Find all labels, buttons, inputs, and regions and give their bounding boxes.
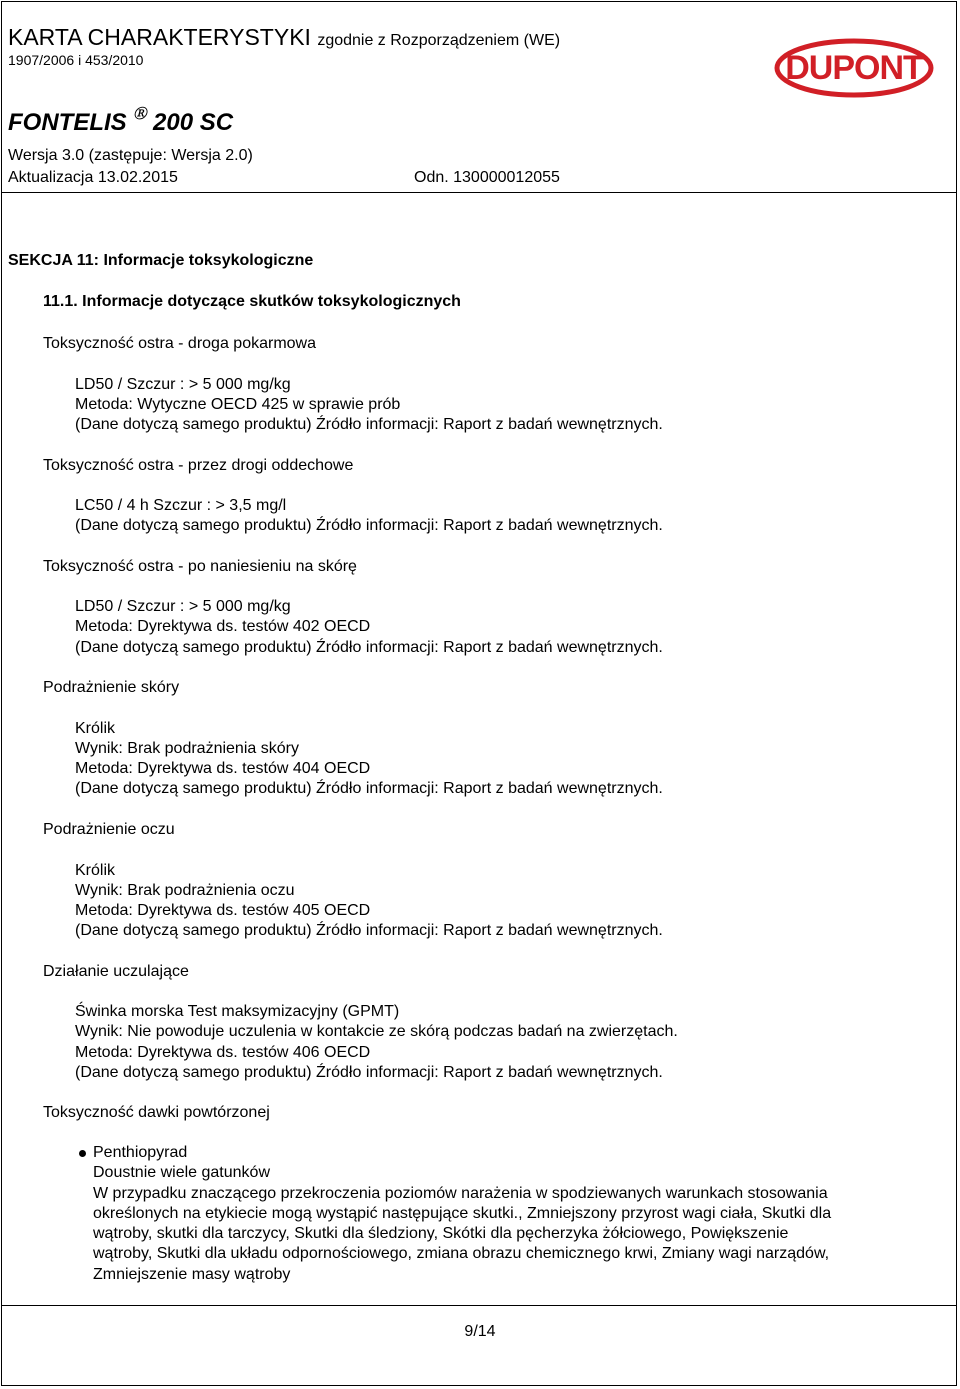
- sensitization-result: Wynik: Nie powoduje uczulenia w kontakcie ze skórą podczas badań na zwierzętach.: [75, 1023, 678, 1040]
- document-title: KARTA CHARAKTERYSTYKI zgodnie z Rozporządzeniem (WE): [8, 24, 561, 50]
- skin-species: Królik: [75, 720, 116, 737]
- svg-text:DUPONT: DUPONT: [785, 49, 923, 87]
- effects-line-2: określonych na etykiecie mogą wystąpić następujące skutki., Zmniejszony przyrost wagi ciała, Skutki dla: [93, 1204, 832, 1222]
- eye-method: Metoda: Dyrektywa ds. testów 405 OECD: [75, 902, 371, 919]
- oral-source: (Dane dotyczą samego produktu) Źródło informacji: Raport z badań wewnętrznych.: [75, 416, 663, 433]
- dermal-source: (Dane dotyczą samego produktu) Źródło informacji: Raport z badań wewnętrznych.: [75, 639, 663, 656]
- skin-method: Metoda: Dyrektywa ds. testów 404 OECD: [75, 760, 371, 777]
- sensitization-method: Metoda: Dyrektywa ds. testów 406 OECD: [75, 1044, 371, 1061]
- header-divider: [1, 192, 957, 193]
- repeated-dose-details: [93, 1143, 913, 1285]
- eye-irritation-label: Podrażnienie oczu: [43, 821, 175, 838]
- oral-method: Metoda: Wytyczne OECD 425 w sprawie prób: [75, 396, 401, 413]
- version-info: Wersja 3.0 (zastępuje: Wersja 2.0): [8, 147, 253, 164]
- effects-line-1: W przypadku znaczącego przekroczenia poziomów narażenia w spodziewanych warunkach stosowania: [93, 1184, 828, 1202]
- reference-number: Odn. 130000012055: [414, 169, 560, 186]
- repeated-dose-label: Toksyczność dawki powtórzonej: [43, 1104, 270, 1121]
- effects-line-3: wątroby, skutki dla tarczycy, Skutki dla śledziony, Skótki dla pęcherzyka żółciowego, Powiększenie: [93, 1225, 789, 1243]
- eye-source: (Dane dotyczą samego produktu) Źródło informacji: Raport z badań wewnętrznych.: [75, 922, 663, 939]
- section-title: SEKCJA 11: Informacje toksykologiczne: [8, 252, 314, 269]
- dupont-logo: [774, 38, 934, 98]
- bullet-icon: [79, 1150, 86, 1157]
- dermal-ld50: LD50 / Szczur : > 5 000 mg/kg: [75, 598, 291, 615]
- effects-line-5: Zmniejszenie masy wątroby: [93, 1265, 291, 1283]
- effects-line-4: wątroby, Skutki dla układu odpornościowego, zmiana obrazu chemicznego krwi, Zmiany wagi narządów,: [93, 1245, 830, 1263]
- substance-name: Penthiopyrad: [93, 1144, 188, 1161]
- product-name: FONTELIS Ⓡ 200 SC: [8, 106, 234, 136]
- update-date: Aktualizacja 13.02.2015: [8, 169, 178, 186]
- page-number: 9/14: [464, 1323, 496, 1340]
- oral-ld50: LD50 / Szczur : > 5 000 mg/kg: [75, 376, 291, 393]
- inhalation-lc50: LC50 / 4 h Szczur : > 3,5 mg/l: [75, 497, 287, 514]
- subsection-title: 11.1. Informacje dotyczące skutków toksykologicznych: [43, 293, 461, 310]
- registered-mark: Ⓡ: [133, 106, 147, 121]
- dermal-method: Metoda: Dyrektywa ds. testów 402 OECD: [75, 618, 371, 635]
- eye-species: Królik: [75, 862, 116, 879]
- sensitization-source: (Dane dotyczą samego produktu) Źródło informacji: Raport z badań wewnętrznych.: [75, 1064, 663, 1081]
- footer-divider: [1, 1305, 957, 1306]
- sensitization-label: Działanie uczulające: [43, 963, 189, 980]
- sensitization-test: Świnka morska Test maksymizacyjny (GPMT): [75, 1003, 400, 1020]
- inhalation-source: (Dane dotyczą samego produktu) Źródło informacji: Raport z badań wewnętrznych.: [75, 517, 663, 534]
- inhalation-toxicity-label: Toksyczność ostra - przez drogi oddechowe: [43, 457, 354, 474]
- regulation-reference: 1907/2006 i 453/2010: [8, 52, 144, 68]
- skin-irritation-label: Podrażnienie skóry: [43, 679, 180, 696]
- dermal-toxicity-label: Toksyczność ostra - po naniesieniu na skórę: [43, 558, 357, 575]
- eye-result: Wynik: Brak podrażnienia oczu: [75, 882, 295, 899]
- skin-source: (Dane dotyczą samego produktu) Źródło informacji: Raport z badań wewnętrznych.: [75, 780, 663, 797]
- skin-result: Wynik: Brak podrażnienia skóry: [75, 740, 299, 757]
- oral-toxicity-label: Toksyczność ostra - droga pokarmowa: [43, 335, 316, 352]
- exposure-route: Doustnie wiele gatunków: [93, 1164, 270, 1182]
